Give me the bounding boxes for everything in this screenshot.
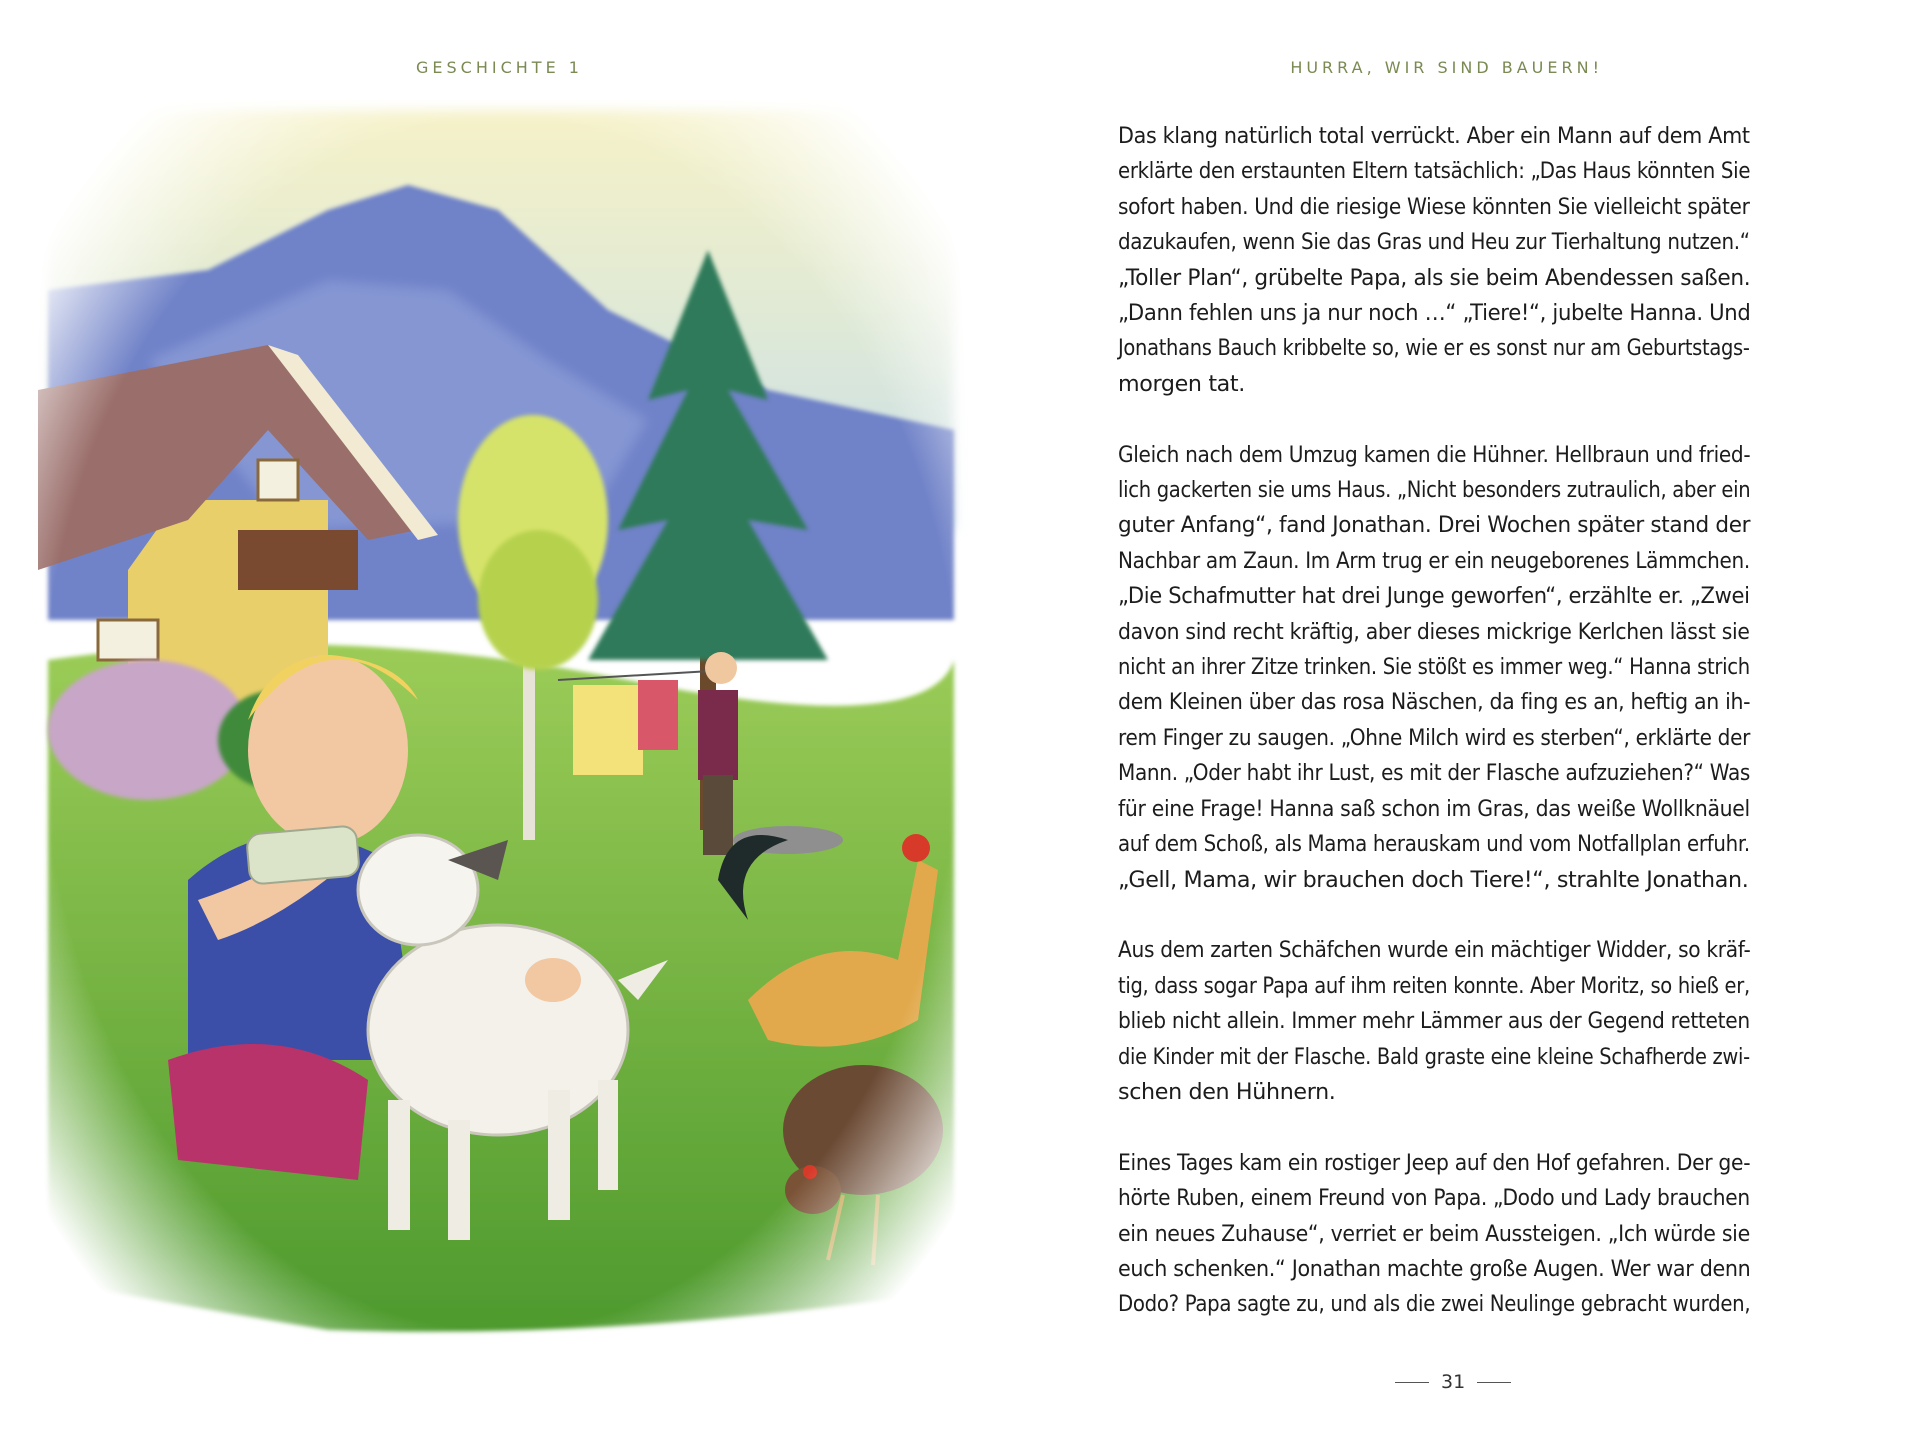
text-line: dem Kleinen über das rosa Näschen, da fing es an, heftig an ih- bbox=[1118, 689, 1751, 716]
text-line: sofort haben. Und die riesige Wiese könnten Sie vielleicht später bbox=[1118, 193, 1750, 220]
folio-rule-right bbox=[1477, 1382, 1511, 1383]
text-line: tig, dass sogar Papa auf ihm reiten konnte. Aber Moritz, so hieß er, bbox=[1118, 972, 1750, 999]
text-line: lich gackerten sie ums Haus. „Nicht besonders zutraulich, aber ein bbox=[1118, 477, 1751, 504]
folio-rule-left bbox=[1395, 1382, 1429, 1383]
text-line: Jonathans Bauch kribbelte so, wie er es sonst nur am Geburtstags- bbox=[1118, 335, 1750, 362]
text-line: auf dem Schoß, als Mama herauskam und vom Notfallplan erfuhr. bbox=[1118, 831, 1750, 858]
text-line: „Toller Plan“, grübelte Papa, als sie beim Abendessen saßen. bbox=[1118, 264, 1751, 291]
paragraph bbox=[1118, 933, 1750, 1110]
text-line: Aus dem zarten Schäfchen wurde ein mächtiger Widder, so kräf- bbox=[1118, 937, 1751, 964]
right-page bbox=[960, 0, 1920, 1440]
text-line: Dodo? Papa sagte zu, und als die zwei Neulinge gebracht wurden, bbox=[1118, 1291, 1751, 1318]
text-line: erklärte den erstaunten Eltern tatsächlich: „Das Haus könnten Sie bbox=[1118, 158, 1751, 185]
text-line: morgen tat. bbox=[1118, 370, 1245, 397]
text-line: „Die Schafmutter hat drei Junge geworfen“, erzählte er. „Zwei bbox=[1118, 583, 1750, 610]
text-line: ein neues Zuhause“, verriet er beim Aussteigen. „Ich würde sie bbox=[1118, 1220, 1750, 1247]
watercolor-illustration bbox=[28, 100, 974, 1350]
text-line: hörte Ruben, einem Freund von Papa. „Dodo und Lady brauchen bbox=[1118, 1185, 1750, 1212]
text-line: dazukaufen, wenn Sie das Gras und Heu zur Tierhaltung nutzen.“ bbox=[1118, 229, 1750, 256]
illustration-svg bbox=[28, 100, 974, 1350]
text-line: davon sind recht kräftig, aber dieses mickrige Kerlchen lässt sie bbox=[1118, 618, 1750, 645]
text-line: schen den Hühnern. bbox=[1118, 1078, 1336, 1105]
text-line: Mann. „Oder habt ihr Lust, es mit der Flasche aufzuziehen?“ Was bbox=[1118, 760, 1751, 787]
text-line: die Kinder mit der Flasche. Bald graste eine kleine Schafherde zwi- bbox=[1118, 1043, 1750, 1070]
text-line: blieb nicht allein. Immer mehr Lämmer aus der Gegend retteten bbox=[1118, 1008, 1750, 1035]
text-line: Gleich nach dem Umzug kamen die Hühner. Hellbraun und fried- bbox=[1118, 441, 1751, 468]
text-line: Das klang natürlich total verrückt. Aber ein Mann auf dem Amt bbox=[1118, 123, 1750, 149]
page-number bbox=[1395, 1371, 1511, 1393]
paragraph bbox=[1118, 1146, 1750, 1323]
text-line: Eines Tages kam ein rostiger Jeep auf den Hof gefahren. Der ge- bbox=[1118, 1149, 1751, 1176]
paragraph bbox=[1118, 438, 1750, 898]
text-line: „Gell, Mama, wir brauchen doch Tiere!“, strahlte Jonathan. bbox=[1118, 866, 1749, 893]
text-line: euch schenken.“ Jonathan machte große Augen. Wer war denn bbox=[1118, 1255, 1751, 1282]
text-line: „Dann fehlen uns ja nur noch …“ „Tiere!“, jubelte Hanna. Und bbox=[1118, 300, 1751, 327]
running-head-left: GESCHICHTE 1 bbox=[416, 58, 583, 77]
text-line: guter Anfang“, fand Jonathan. Drei Wochen später stand der bbox=[1118, 512, 1751, 539]
text-line: nicht an ihrer Zitze trinken. Sie stößt es immer weg.“ Hanna strich bbox=[1118, 654, 1750, 681]
paragraph bbox=[1118, 119, 1750, 402]
text-line: Nachbar am Zaun. Im Arm trug er ein neugeborenes Lämmchen. bbox=[1118, 547, 1750, 574]
text-line: rem Finger zu saugen. „Ohne Milch wird es sterben“, erklärte der bbox=[1118, 724, 1751, 751]
story-text bbox=[1118, 119, 1750, 1323]
running-head-right: HURRA, WIR SIND BAUERN! bbox=[1290, 58, 1603, 77]
page-number-value: 31 bbox=[1441, 1371, 1466, 1393]
text-line: für eine Frage! Hanna saß schon im Gras, das weiße Wollknäuel bbox=[1118, 795, 1750, 822]
